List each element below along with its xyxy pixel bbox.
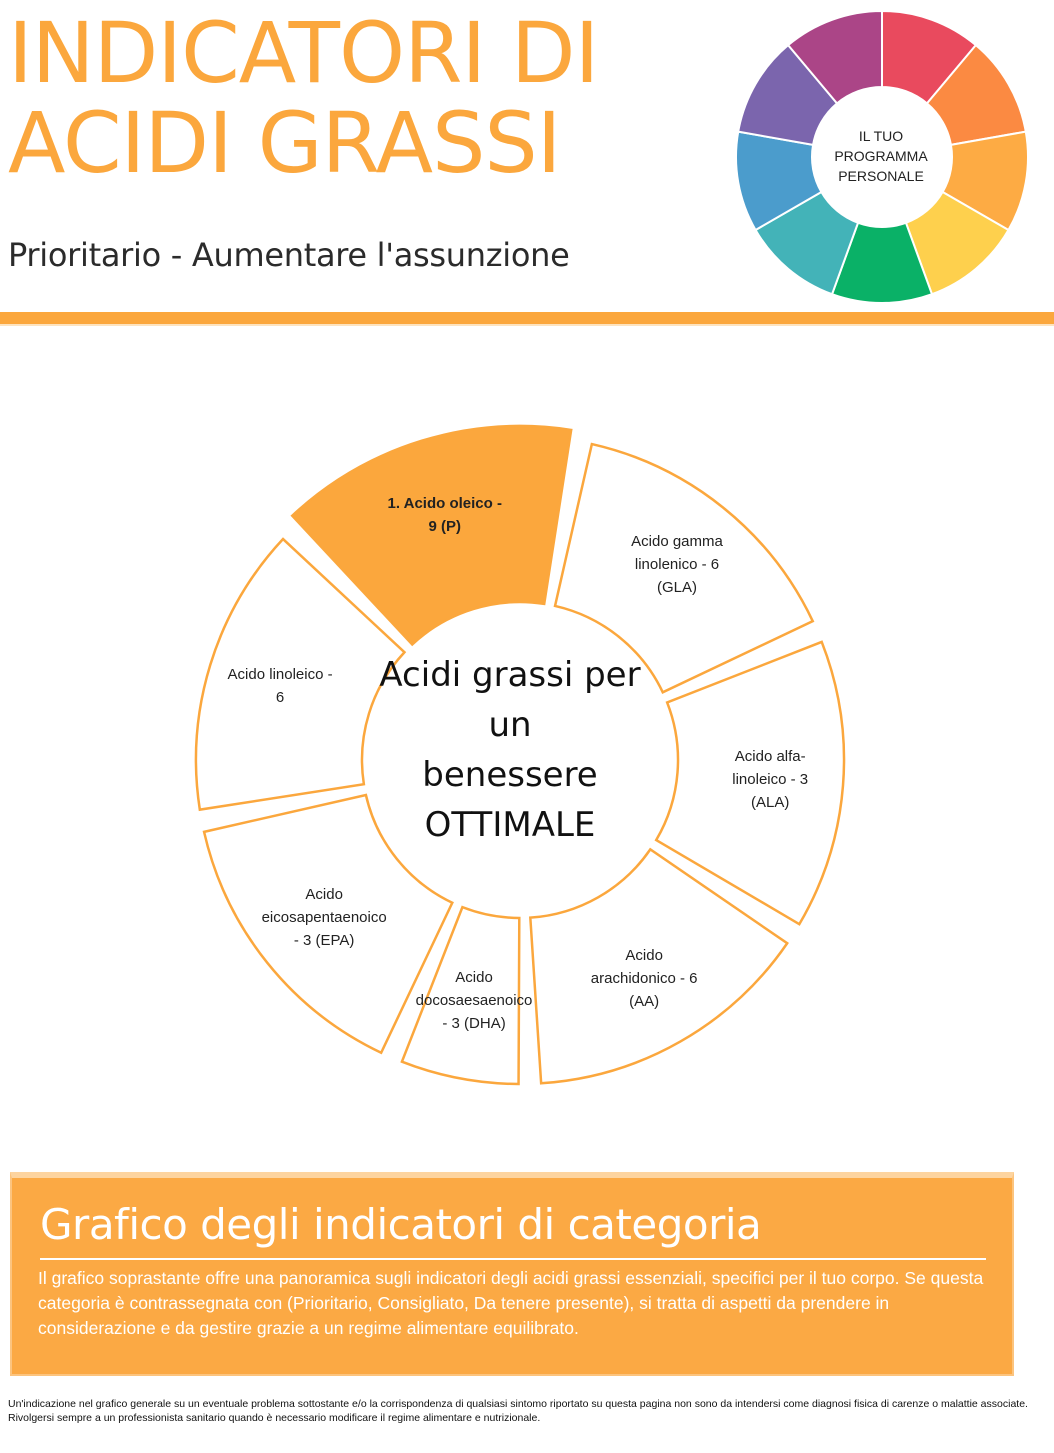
segment-label-line: Acido bbox=[305, 885, 343, 903]
title-line-2: ACIDI GRASSI bbox=[8, 94, 561, 192]
segment-label-line: Acido alfa- bbox=[734, 748, 806, 766]
segment-label-line: docosaesaenoico bbox=[415, 992, 533, 1010]
segment-label-line: eicosapentaenoico bbox=[261, 908, 387, 926]
segment-label bbox=[587, 530, 767, 599]
center-label-line: OTTIMALE bbox=[424, 805, 596, 845]
category-info-box bbox=[10, 1172, 1014, 1376]
segment-label bbox=[384, 966, 564, 1035]
segment-label bbox=[680, 745, 860, 814]
segment-label-line: Acido bbox=[455, 969, 493, 987]
chart-center-label bbox=[360, 650, 660, 850]
info-text: Il grafico soprastante offre una panoramica sugli indicatori degli acidi grassi essenziali, specifici per il tuo corpo. Se questa categoria è contrassegnata con (Prioritario, Consigliato, Da tenere presente), si tratta di aspetti da prendere in considerazione e da gestire grazie a un regime alimentare equilibrato. bbox=[38, 1268, 984, 1338]
segment-label-line: - 3 (EPA) bbox=[293, 931, 355, 949]
priority-subtitle: Prioritario - Aumentare l'assunzione bbox=[8, 236, 570, 274]
segment-label-line: Acido linoleico - bbox=[227, 666, 333, 684]
segment-label-line: arachidonico - 6 bbox=[590, 969, 698, 987]
wheel-label-line: PROGRAMMA bbox=[834, 148, 928, 164]
segment-label-line: linolenico - 6 bbox=[634, 555, 720, 573]
center-label-line: un bbox=[488, 705, 532, 745]
segment-label bbox=[190, 663, 370, 709]
center-label-line: Acidi grassi per bbox=[379, 655, 641, 695]
header-divider bbox=[0, 312, 1054, 326]
footer-disclaimer: Un'indicazione nel grafico generale su un eventuale problema sottostante e/o la corrispondenza di qualsiasi sintomo riportato su questa pagina non sono da intendersi come diagnosi fisica di carenze o malattie associate. Rivolgersi sempre a un professionista sanitario quando è necessario modificare il regime alimentare e nutrizionale. bbox=[8, 1398, 1028, 1424]
segment-label-line: 1. Acido oleico - bbox=[387, 495, 502, 513]
segment-label-line: Acido bbox=[625, 946, 663, 964]
segment-label bbox=[234, 883, 414, 952]
segment-label-line: linoleico - 3 bbox=[732, 771, 809, 789]
segment-label-line: 6 bbox=[275, 689, 285, 707]
page-title bbox=[8, 4, 599, 192]
segment-label-line: (AA) bbox=[629, 992, 660, 1010]
info-title: Grafico degli indicatori di categoria bbox=[40, 1200, 762, 1249]
center-label-line: benessere bbox=[422, 755, 598, 795]
wheel-center-label bbox=[820, 126, 942, 186]
wheel-label-line: PERSONALE bbox=[838, 168, 924, 184]
segment-label bbox=[355, 492, 535, 538]
segment-label-line: Acido gamma bbox=[631, 532, 723, 550]
segment-label-line: (ALA) bbox=[751, 794, 790, 812]
segment-label-line: (GLA) bbox=[656, 578, 697, 596]
wheel-label-line: IL TUO bbox=[858, 128, 904, 144]
segment-label-line: - 3 (DHA) bbox=[442, 1015, 506, 1033]
segment-label-line: 9 (P) bbox=[428, 518, 461, 536]
info-divider bbox=[40, 1258, 986, 1260]
segment-label bbox=[554, 944, 734, 1013]
title-line-1: INDICATORI DI bbox=[8, 4, 599, 102]
